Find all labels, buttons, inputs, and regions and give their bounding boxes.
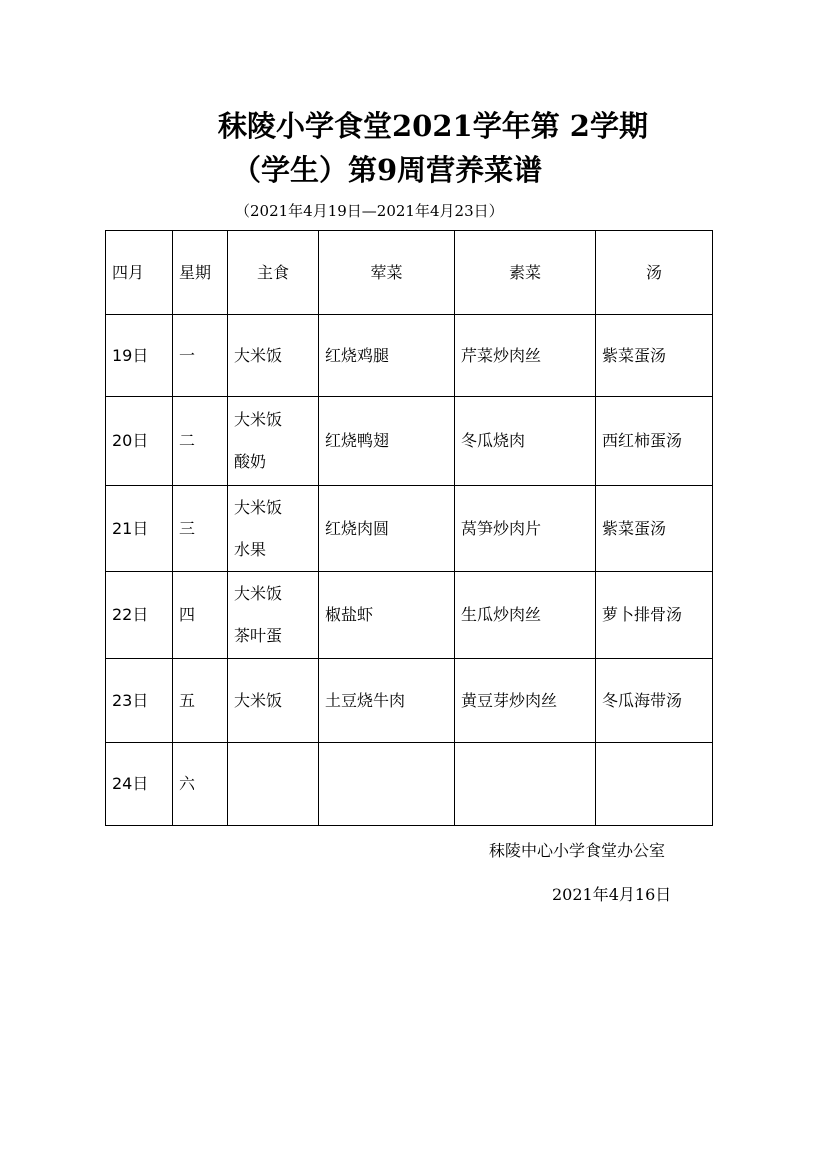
cell-weekday: 六: [173, 743, 228, 826]
cell-staple: [228, 659, 319, 743]
cell-date: 23日: [106, 659, 173, 743]
staple-item: 大米饭: [234, 690, 283, 710]
cell-staple: [228, 397, 319, 486]
cell-date: 19日: [106, 315, 173, 397]
cell-veg: 生瓜炒肉丝: [455, 572, 596, 659]
date-range: （2021年4月19日—2021年4月23日）: [235, 202, 504, 220]
table-row: [106, 397, 713, 486]
cell-weekday: 一: [173, 315, 228, 397]
cell-staple: [228, 315, 319, 397]
cell-soup: 西红柿蛋汤: [596, 397, 713, 486]
cell-weekday: 五: [173, 659, 228, 743]
header-meat: 荤菜: [319, 231, 455, 315]
staple-item: 大米饭: [234, 497, 283, 517]
cell-staple: [228, 743, 319, 826]
page-title-line1: 秣陵小学食堂2021学年第 2学期: [218, 109, 648, 143]
header-staple: 主食: [228, 231, 319, 315]
staple-item: 水果: [234, 539, 267, 559]
page-title-line2: （学生）第9周营养菜谱: [232, 153, 543, 187]
menu-table: [105, 230, 713, 826]
staple-item: 酸奶: [234, 452, 267, 471]
cell-staple: [228, 486, 319, 572]
cell-meat: [319, 743, 455, 826]
cell-meat: 红烧鸡腿: [319, 315, 455, 397]
cell-date: 22日: [106, 572, 173, 659]
table-row: [106, 486, 713, 572]
cell-weekday: 二: [173, 397, 228, 486]
cell-date: 20日: [106, 397, 173, 486]
cell-soup: [596, 743, 713, 826]
cell-meat: 土豆烧牛肉: [319, 659, 455, 743]
table-header-row: [106, 231, 713, 315]
cell-veg: 黄豆芽炒肉丝: [455, 659, 596, 743]
office-signature: 秣陵中心小学食堂办公室: [489, 841, 666, 860]
staple-item: 大米饭: [234, 584, 283, 603]
cell-veg: [455, 743, 596, 826]
cell-soup: 冬瓜海带汤: [596, 659, 713, 743]
table-row: [106, 659, 713, 743]
table-row: [106, 315, 713, 397]
header-weekday: 星期: [173, 231, 228, 315]
cell-meat: 红烧肉圆: [319, 486, 455, 572]
table-row: [106, 743, 713, 826]
cell-weekday: 三: [173, 486, 228, 572]
cell-meat: 椒盐虾: [319, 572, 455, 659]
staple-item: 大米饭: [234, 345, 283, 365]
cell-weekday: 四: [173, 572, 228, 659]
cell-veg: 芹菜炒肉丝: [455, 315, 596, 397]
signature-date: 2021年4月16日: [552, 885, 672, 904]
cell-date: 21日: [106, 486, 173, 572]
cell-date: 24日: [106, 743, 173, 826]
cell-staple: [228, 572, 319, 659]
header-soup: 汤: [596, 231, 713, 315]
cell-soup: 紫菜蛋汤: [596, 486, 713, 572]
staple-item: 大米饭: [234, 410, 283, 429]
header-veg: 素菜: [455, 231, 596, 315]
cell-soup: 紫菜蛋汤: [596, 315, 713, 397]
cell-veg: 莴笋炒肉片: [455, 486, 596, 572]
cell-soup: 萝卜排骨汤: [596, 572, 713, 659]
cell-veg: 冬瓜烧肉: [455, 397, 596, 486]
table-row: [106, 572, 713, 659]
cell-meat: 红烧鸭翅: [319, 397, 455, 486]
staple-item: 茶叶蛋: [234, 626, 283, 645]
header-month: 四月: [106, 231, 173, 315]
